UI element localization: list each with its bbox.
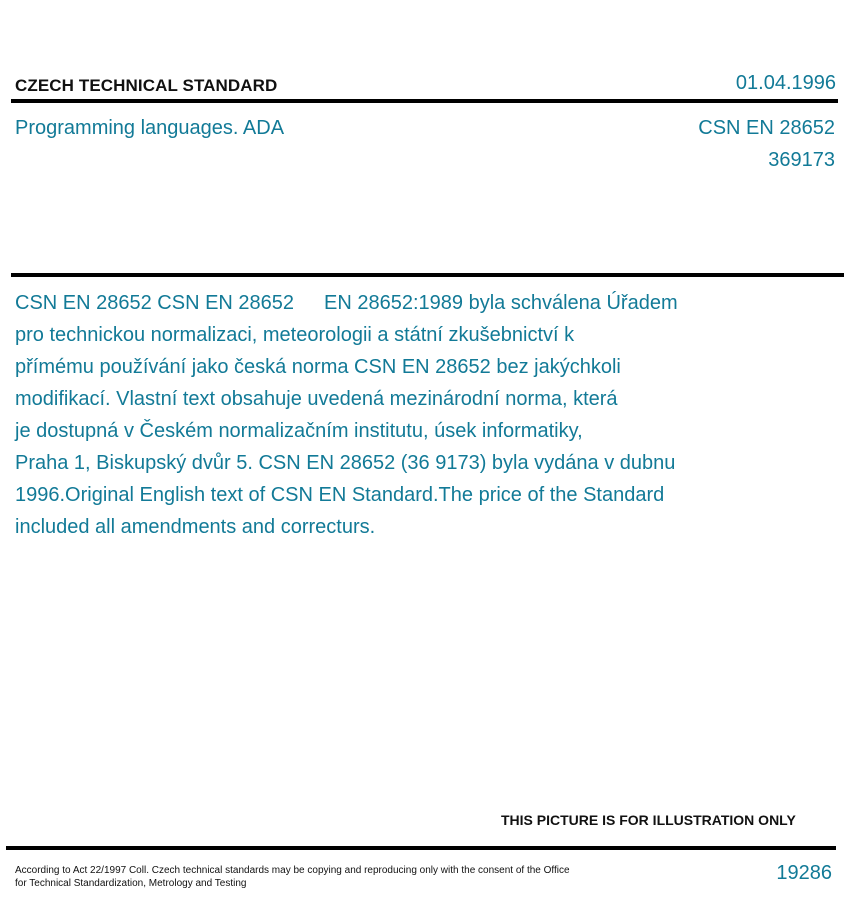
bottom-divider <box>6 846 836 850</box>
publication-date: 01.04.1996 <box>735 72 836 94</box>
description-line: je dostupná v Českém normalizačním institutu, úsek informatiky, <box>15 420 583 442</box>
copyright-note-line: for Technical Standardization, Metrology and Testing <box>15 878 247 889</box>
description-line: included all amendments and correcturs. <box>15 516 376 538</box>
illustration-notice: THIS PICTURE IS FOR ILLUSTRATION ONLY <box>501 812 796 828</box>
document-description <box>15 287 755 543</box>
description-line: přímému používání jako česká norma CSN EN 28652 bez jakýchkoli <box>15 356 621 378</box>
middle-divider <box>11 273 844 277</box>
description-line: pro technickou normalizaci, meteorologii a státní zkušebnictví k <box>15 324 575 346</box>
description-code-prefix: CSN EN 28652 CSN EN 28652 <box>15 292 295 314</box>
catalog-number: 19286 <box>776 862 832 884</box>
description-line: Praha 1, Biskupský dvůr 5. CSN EN 28652 (36 9173) byla vydána v dubnu <box>15 452 676 474</box>
document-title: Programming languages. ADA <box>15 117 285 139</box>
top-divider <box>11 99 838 103</box>
classification-number: 369173 <box>768 149 835 171</box>
description-line-rest: EN 28652:1989 byla schválena Úřadem <box>324 292 678 314</box>
description-line: 1996.Original English text of CSN EN Standard.The price of the Standard <box>15 484 665 506</box>
standard-type-heading: CZECH TECHNICAL STANDARD <box>15 76 278 95</box>
document-code: CSN EN 28652 <box>698 117 835 139</box>
description-line <box>15 287 755 319</box>
copyright-note-line: According to Act 22/1997 Coll. Czech technical standards may be copying and reproducing only with the consent of the Office <box>15 865 570 876</box>
copyright-note <box>15 864 570 890</box>
description-line: modifikací. Vlastní text obsahuje uvedená mezinárodní norma, která <box>15 388 618 410</box>
